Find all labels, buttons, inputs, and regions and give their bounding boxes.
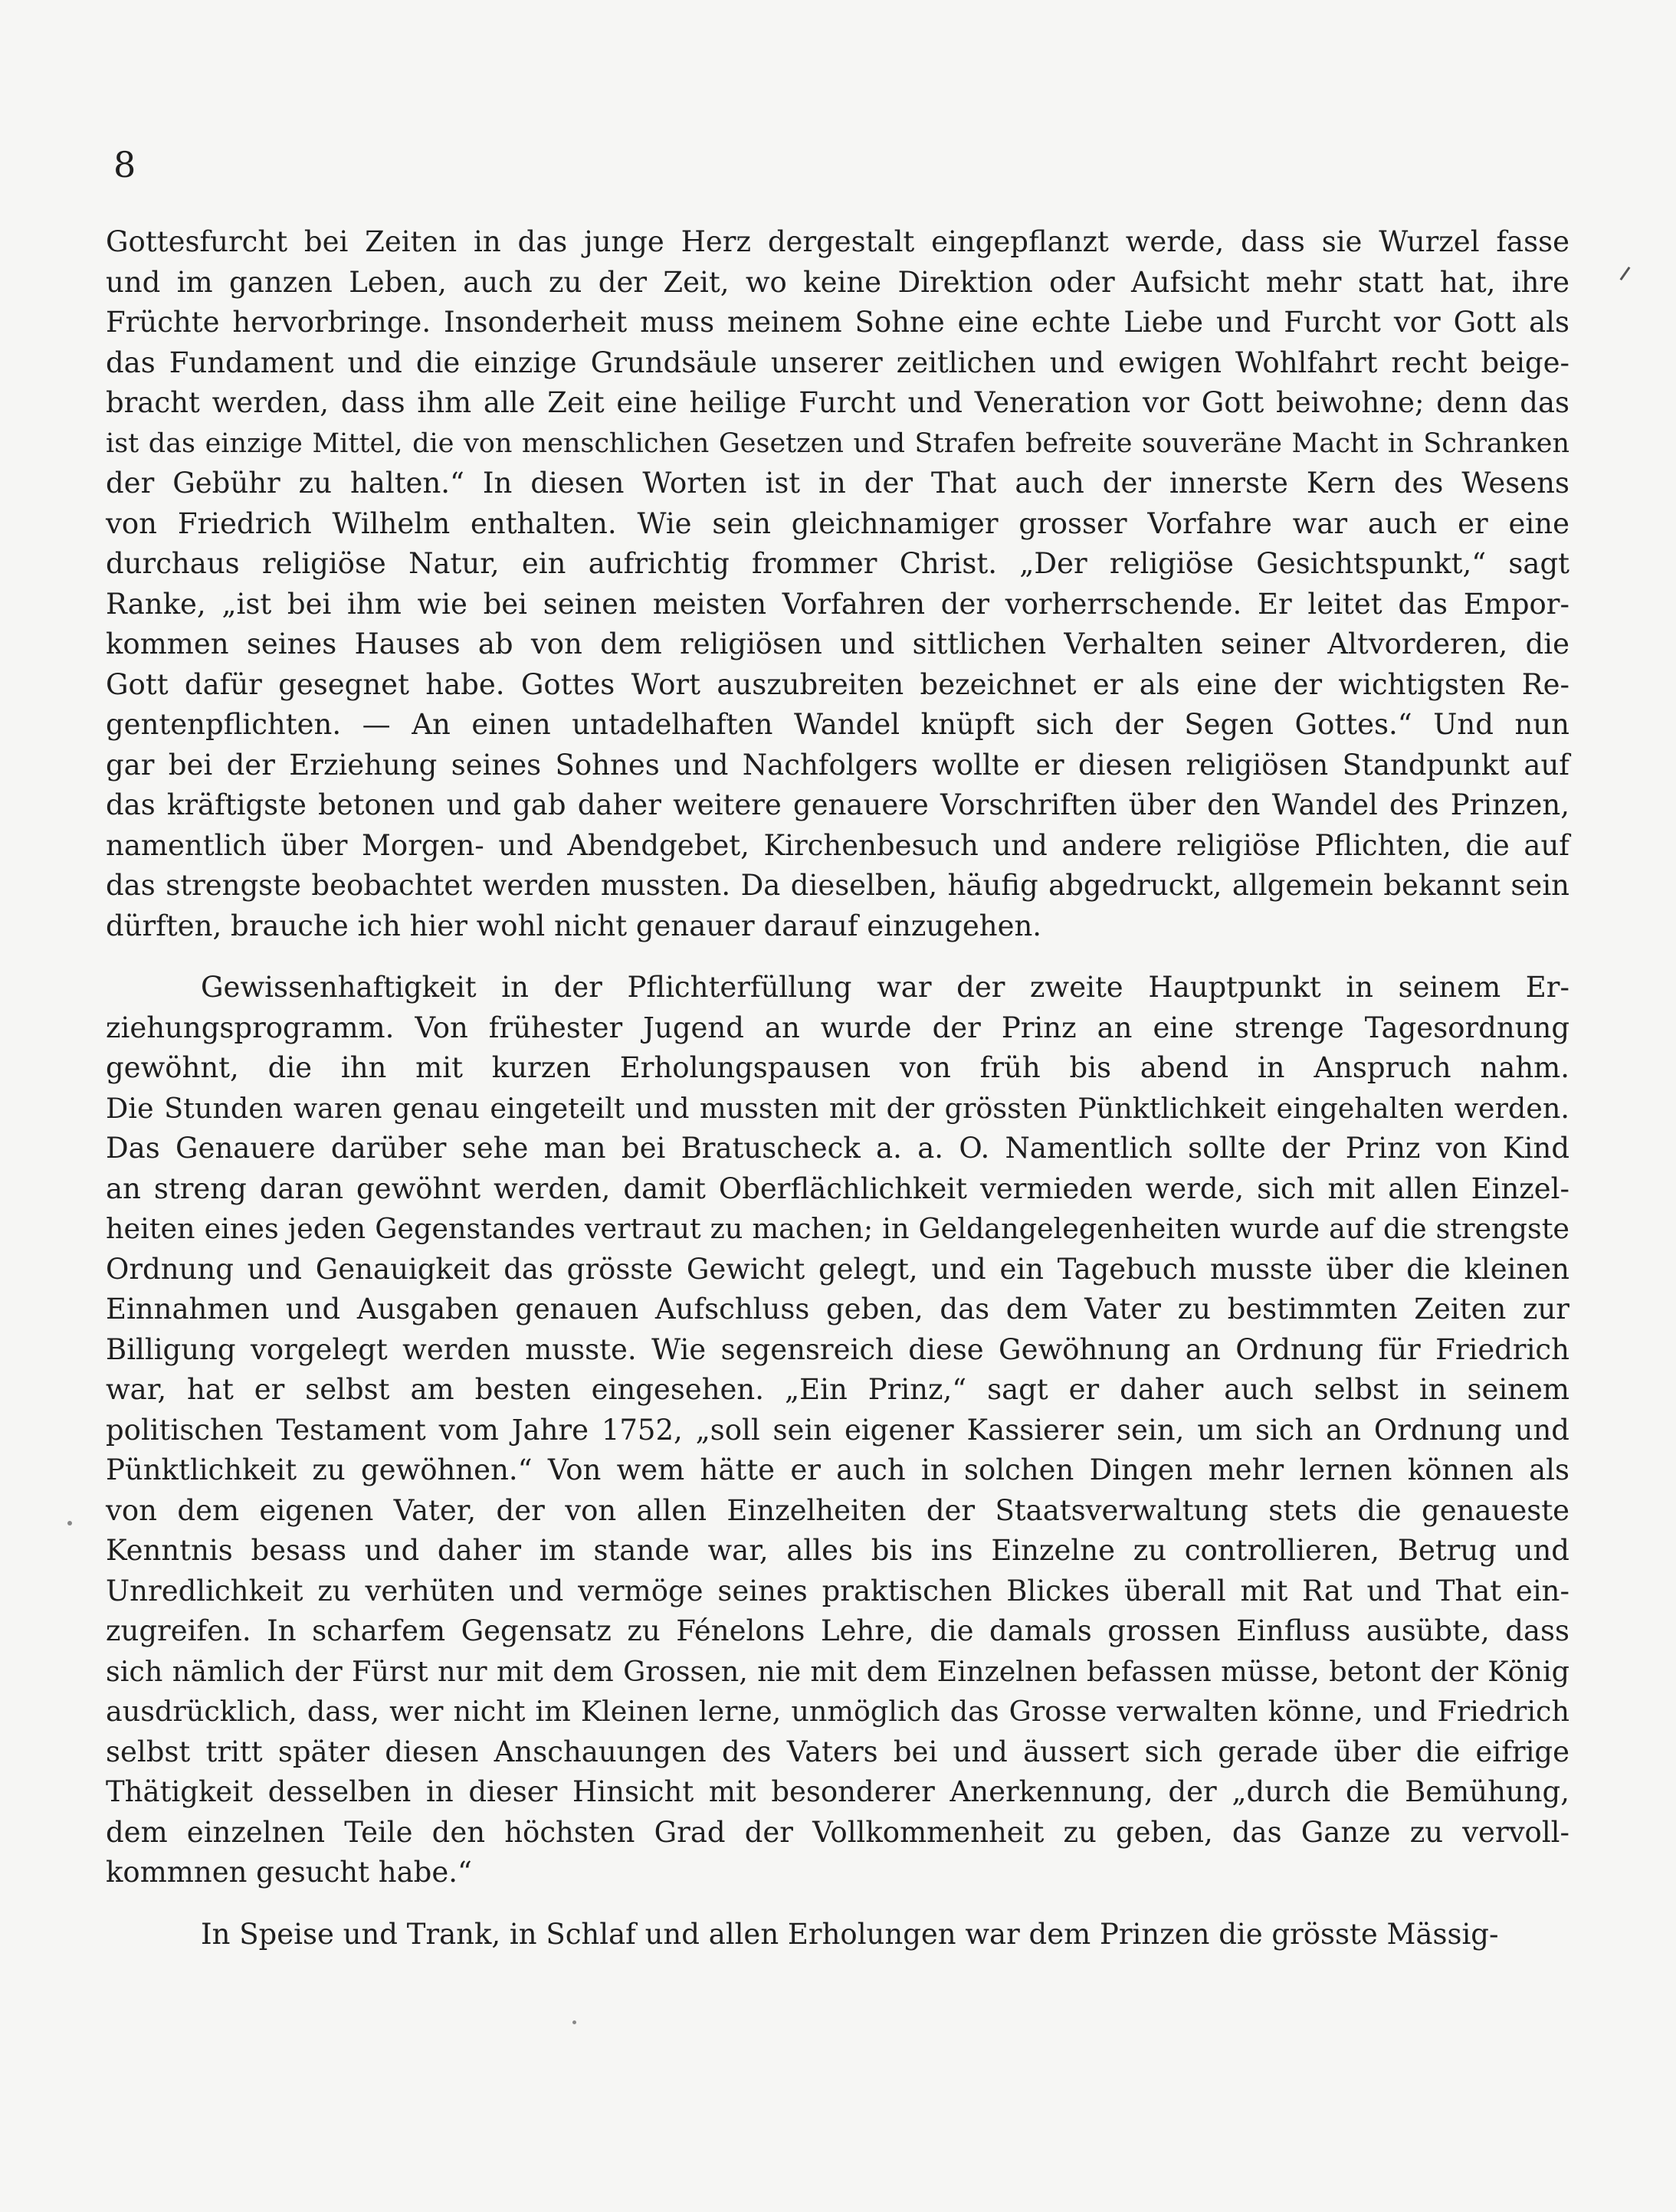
body-text xyxy=(106,222,1569,1955)
text-line: das kräftigste betonen und gab daher weitere genauere Vorschriften über den Wandel des Prinzen, xyxy=(106,788,1569,821)
text-line: kommen seines Hauses ab von dem religiösen und sittlichen Verhalten seiner Altvorderen, die xyxy=(106,628,1569,660)
text-line: Die Stunden waren genau eingeteilt und mussten mit der grössten Pünktlichkeit eingehalten werden. xyxy=(106,1091,1569,1125)
page-number: 8 xyxy=(113,144,136,185)
text-line: Pünktlichkeit zu gewöhnen.“ Von wem hätte er auch in solchen Dingen mehr lernen können als xyxy=(106,1453,1569,1486)
text-line: Früchte hervorbringe. Insonderheit muss meinem Sohne eine echte Liebe und Furcht vor Gott als xyxy=(106,306,1569,339)
text-line: selbst tritt später diesen Anschauungen des Vaters bei und äussert sich gerade über die eifrige xyxy=(106,1735,1569,1768)
text-line: zugreifen. In scharfem Gegensatz zu Fénelons Lehre, die damals grossen Einfluss ausübte, dass xyxy=(106,1614,1569,1647)
text-line: namentlich über Morgen- und Abendgebet, Kirchenbesuch und andere religiöse Pflichten, die auf xyxy=(106,828,1569,862)
text-line: dem einzelnen Teile den höchsten Grad der Vollkommenheit zu geben, das Ganze zu vervoll- xyxy=(106,1815,1569,1849)
text-line: Ordnung und Genauigkeit das grösste Gewicht gelegt, und ein Tagebuch musste über die kleinen xyxy=(106,1252,1569,1286)
paragraph-gap xyxy=(106,1893,1569,1915)
text-line: gar bei der Erziehung seines Sohnes und Nachfolgers wollte er diesen religiösen Standpunkt auf xyxy=(106,748,1569,782)
text-line: und im ganzen Leben, auch zu der Zeit, wo keine Direktion oder Aufsicht mehr statt hat, ihre xyxy=(106,265,1569,299)
text-line: das strengste beobachtet werden mussten. Da dieselben, häufig abgedruckt, allgemein bekannt sein xyxy=(106,869,1569,902)
text-line: Ranke, „ist bei ihm wie bei seinen meisten Vorfahren der vorherrschende. Er leitet das Empor- xyxy=(106,587,1569,621)
text-line: Kenntnis besass und daher im stande war, alles bis ins Einzelne zu controllieren, Betrug und xyxy=(106,1534,1569,1567)
text-line: dürften, brauche ich hier wohl nicht genauer darauf einzugehen. xyxy=(106,909,1042,942)
text-line: war, hat er selbst am besten eingesehen. „Ein Prinz,“ sagt er daher auch selbst in seinem xyxy=(106,1373,1569,1406)
text-line: sich nämlich der Fürst nur mit dem Grossen, nie mit dem Einzelnen befassen müsse, betont der König xyxy=(106,1654,1569,1688)
margin-pencil-mark xyxy=(1620,267,1631,280)
text-line: Unredlichkeit zu verhüten und vermöge seines praktischen Blickes überall mit Rat und That ein- xyxy=(106,1574,1569,1607)
text-line: kommnen gesucht habe.“ xyxy=(106,1856,472,1889)
paragraph-gap xyxy=(106,946,1569,968)
text-line: gewöhnt, die ihn mit kurzen Erholungspausen von früh bis abend in Anspruch nahm. xyxy=(106,1051,1569,1084)
text-line: der Gebühr zu halten.“ In diesen Worten ist in der That auch der innerste Kern des Wesens xyxy=(106,467,1569,500)
text-line: gentenpflichten. — An einen untadelhaften Wandel knüpft sich der Segen Gottes.“ Und nun xyxy=(106,708,1569,741)
text-line: Das Genauere darüber sehe man bei Bratuscheck a. a. O. Namentlich sollte der Prinz von Kind xyxy=(106,1132,1569,1165)
text-line: ziehungsprogramm. Von frühester Jugend an wurde der Prinz an eine strenge Tagesordnung xyxy=(106,1011,1569,1044)
text-line: heiten eines jeden Gegenstandes vertraut zu machen; in Geldangelegenheiten wurde auf die strengste xyxy=(106,1212,1569,1245)
text-line: bracht werden, dass ihm alle Zeit eine heilige Furcht und Veneration vor Gott beiwohne; denn das xyxy=(106,386,1569,419)
paper-speck xyxy=(572,2020,576,2024)
text-line: das Fundament und die einzige Grundsäule unserer zeitlichen und ewigen Wohlfahrt recht beige- xyxy=(106,346,1569,379)
text-line: Einnahmen und Ausgaben genauen Aufschluss geben, das dem Vater zu bestimmten Zeiten zur xyxy=(106,1293,1569,1326)
paragraph xyxy=(106,1915,1569,1955)
text-line: politischen Testament vom Jahre 1752, „soll sein eigener Kassierer sein, um sich an Ordnung und xyxy=(106,1413,1569,1447)
paper-speck xyxy=(67,1521,72,1525)
text-line: In Speise und Trank, in Schlaf und allen Erholungen war dem Prinzen die grösste Mässig- xyxy=(201,1917,1499,1951)
text-line: ausdrücklich, dass, wer nicht im Kleinen lerne, unmöglich das Grosse verwalten könne, und Friedrich xyxy=(106,1695,1569,1728)
paragraph xyxy=(106,222,1569,946)
paragraph xyxy=(106,968,1569,1893)
text-line: Gott dafür gesegnet habe. Gottes Wort auszubreiten bezeichnet er als eine der wichtigsten Re- xyxy=(106,667,1569,701)
text-line: Gewissenhaftigkeit in der Pflichterfüllung war der zweite Hauptpunkt in seinem Er- xyxy=(201,971,1569,1004)
text-line: durchaus religiöse Natur, ein aufrichtig frommer Christ. „Der religiöse Gesichtspunkt,“ sagt xyxy=(106,547,1569,580)
text-line: Thätigkeit desselben in dieser Hinsicht mit besonderer Anerkennung, der „durch die Bemühung, xyxy=(106,1775,1569,1808)
text-line: von Friedrich Wilhelm enthalten. Wie sein gleichnamiger grosser Vorfahre war auch er eine xyxy=(106,506,1569,540)
text-line: an streng daran gewöhnt werden, damit Oberflächlichkeit vermieden werde, sich mit allen Einzel- xyxy=(106,1172,1569,1205)
text-line: ist das einzige Mittel, die von menschlichen Gesetzen und Strafen befreite souveräne Macht in Schranken xyxy=(106,428,1569,459)
text-line: Gottesfurcht bei Zeiten in das junge Herz dergestalt eingepflanzt werde, dass sie Wurzel fasse xyxy=(106,225,1569,258)
text-line: von dem eigenen Vater, der von allen Einzelheiten der Staatsverwaltung stets die genaueste xyxy=(106,1493,1569,1527)
text-line: Billigung vorgelegt werden musste. Wie segensreich diese Gewöhnung an Ordnung für Friedrich xyxy=(106,1332,1569,1366)
